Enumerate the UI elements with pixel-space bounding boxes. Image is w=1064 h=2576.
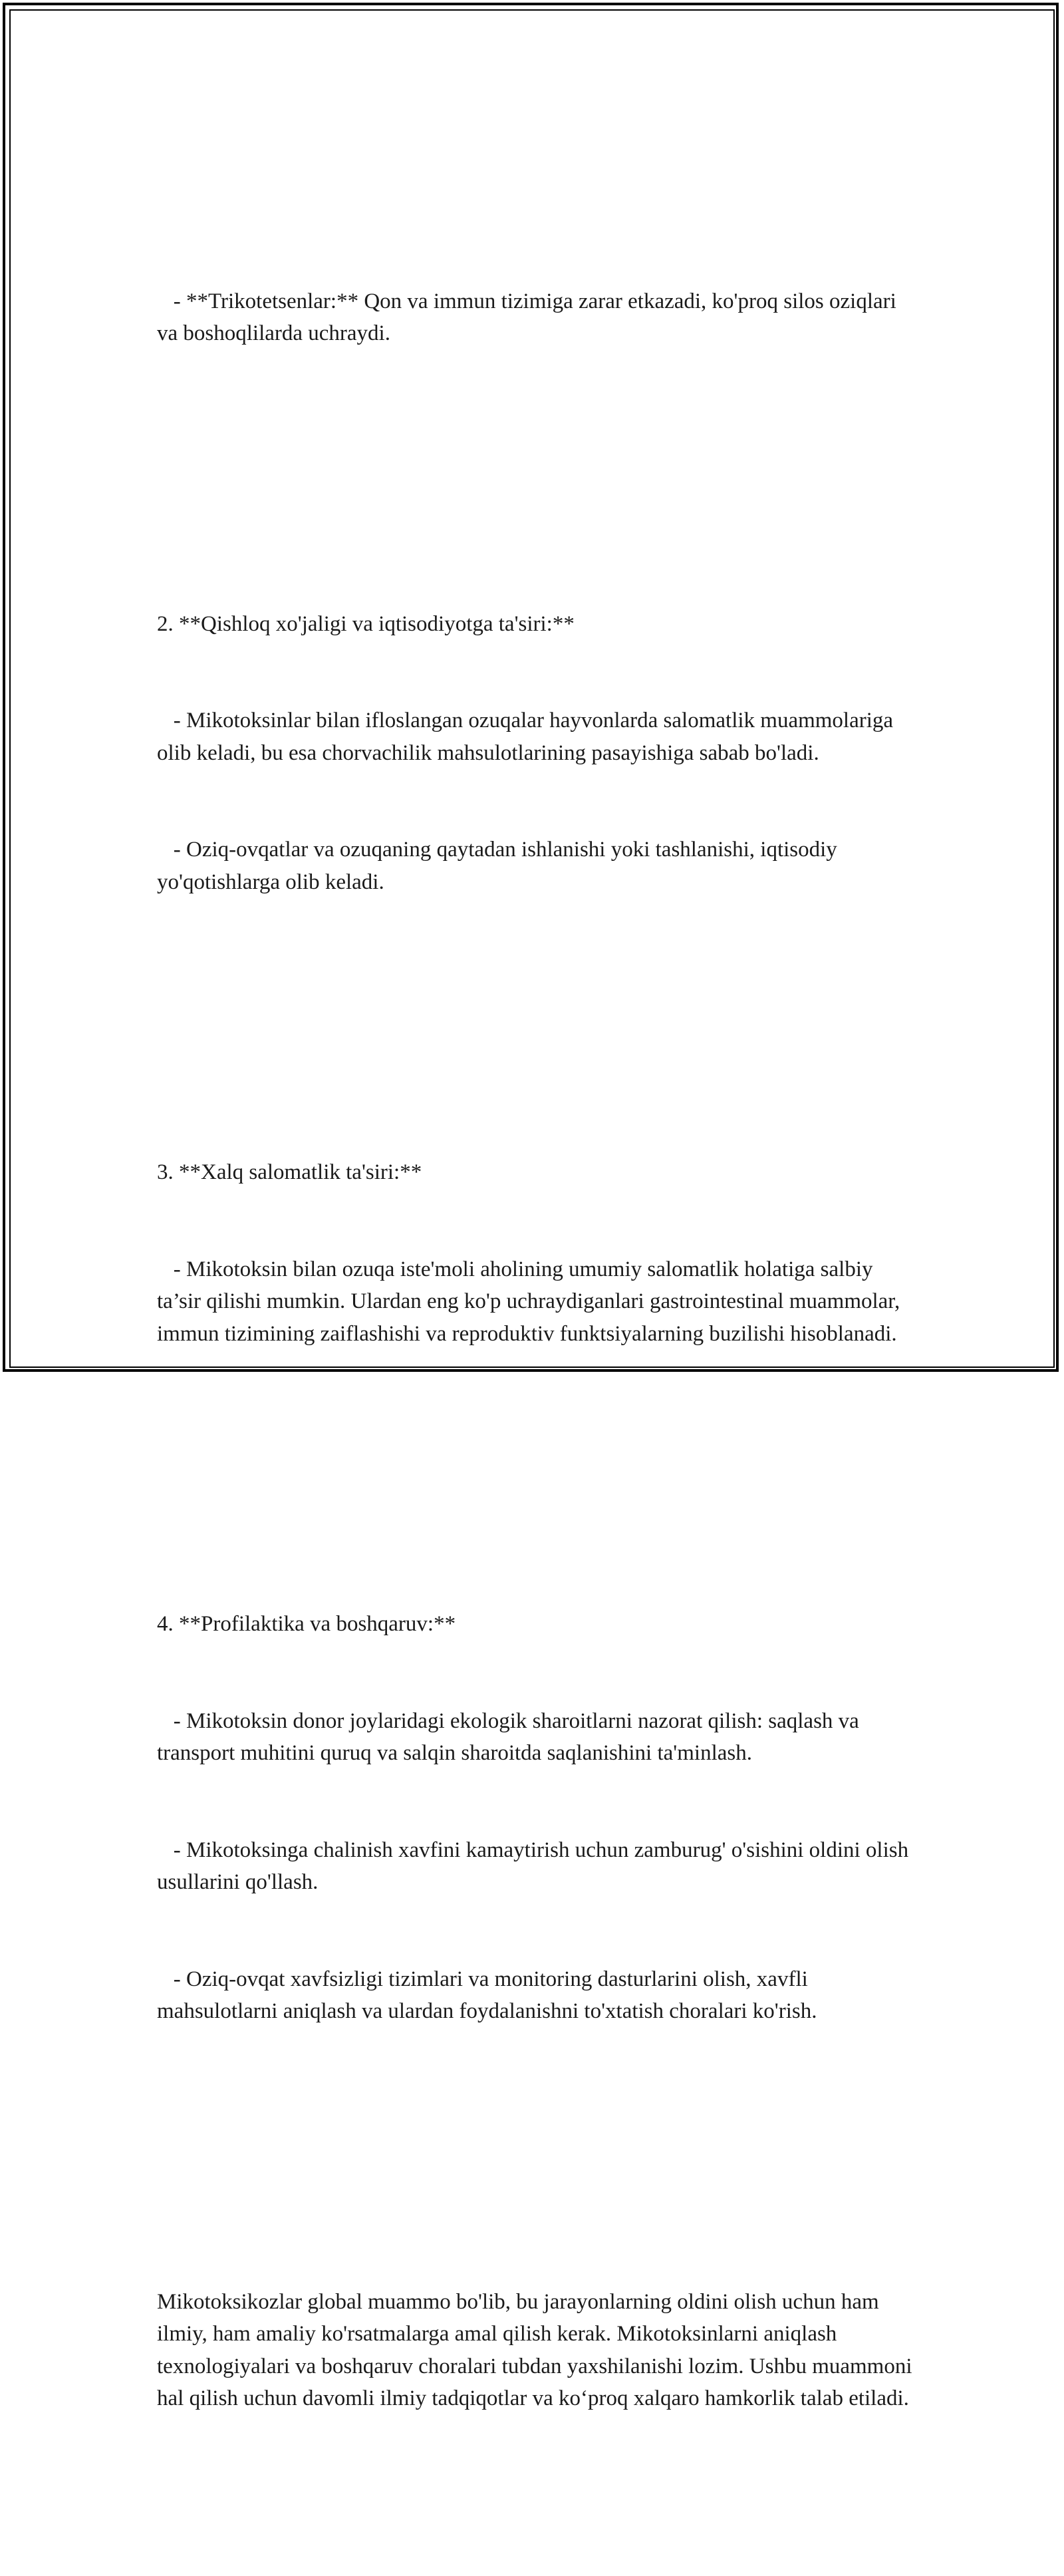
list-item: - Mikotoksin donor joylaridagi ekologik sharoitlarni nazorat qilish: saqlash va transport muhitini quruq va salqin sharoitda saqlanishini ta'minlash. (157, 1708, 865, 1765)
list-item-trikotetsenlar: - **Trikotetsenlar:** Qon va immun tizimiga zarar etkazadi, ko'proq silos oziqlari va boshoqlilarda uchraydi. (157, 289, 902, 345)
document-body (157, 124, 922, 2576)
conclusion-text: Mikotoksikozlar global muammo bo'lib, bu jarayonlarning oldini olish uchun ham ilmiy, ham amaliy ko'rsatmalarga amal qilish kerak. Mikotoksinlarni aniqlash texnologiyalari va boshqaruv choralari tubdan yaxshilanishi lozim. Ushbu muammoni hal qilish uchun davomli ilmiy tadqiqotlar va ko‘proq xalqaro hamkorlik talab etiladi. (157, 2289, 918, 2410)
intro-block (157, 221, 922, 414)
section-heading: 4. **Profilaktika va boshqaruv:** (157, 1612, 456, 1636)
conclusion-paragraph (157, 2221, 922, 2480)
list-item: - Mikotoksinga chalinish xavfini kamaytirish uchun zamburug' o'sishini oldini olish usullarini qo'llash. (157, 1838, 914, 1894)
list-item: - Mikotoksin bilan ozuqa iste'moli aholining umumiy salomatlik holatiga salbiy ta’sir qilishi mumkin. Ulardan eng ko'p uchraydiganlari gastrointestinal muammolar, immun tizimining zaiflashishi va reproduktiv funktsiyalarning buzilishi hisoblanadi. (157, 1257, 906, 1346)
section-heading: 3. **Xalq salomatlik ta'siri:** (157, 1160, 422, 1184)
list-item: - Mikotoksinlar bilan ifloslangan ozuqalar hayvonlarda salomatlik muammolariga olib keladi, bu esa chorvachilik mahsulotlarining pasayishiga sabab bo'ladi. (157, 709, 899, 765)
list-item: - Oziq-ovqat xavfsizligi tizimlari va monitoring dasturlarini olish, xavfli mahsulotlarni aniqlash va ulardan foydalanishni to'xtatish choralari ko'rish. (157, 1967, 817, 2023)
list-item: - Oziq-ovqatlar va ozuqaning qaytadan ishlanishi yoki tashlanishi, iqtisodiy yo'qotishlarga olib keladi. (157, 838, 843, 894)
section-agriculture-economy (157, 544, 922, 963)
section-prevention-control (157, 1543, 922, 2092)
section-public-health (157, 1092, 922, 1414)
section-heading: 2. **Qishloq xo'jaligi va iqtisodiyotga ta'siri:** (157, 611, 575, 636)
